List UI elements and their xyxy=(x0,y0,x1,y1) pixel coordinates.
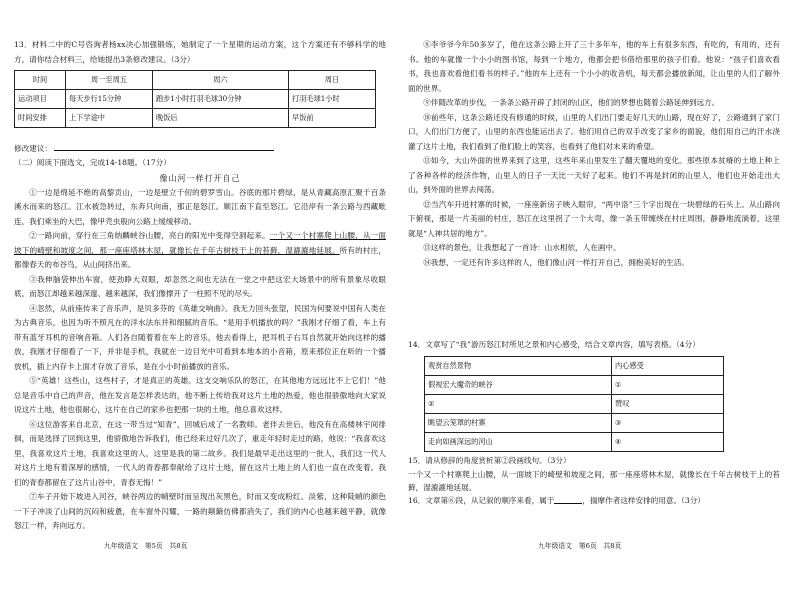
page-footer: 九年级语文 第6页 共8页 xyxy=(538,542,622,550)
underlined-sentence: 一个又一个村寨爬上山腰，从一面坡下的崎壁和坡度之间，那一座座塔林木屋，就像长在千年古树枝干上的苔藓，湿漉漉地延展。 xyxy=(14,231,386,255)
section-heading: （二）阅读下面选文，完成14-18题。（17分） xyxy=(14,158,171,167)
table-cell: 走向如画深远的河山 xyxy=(425,432,612,451)
table-cell: 观赏自然景物 xyxy=(425,356,612,375)
essay-body xyxy=(14,186,386,606)
suggestion-line xyxy=(14,142,386,154)
paragraph: ⑤“英雄！这些山，这些村子，才是真正的英雄。这支交响乐队的怒江，在其他地方远远比不上它们！”他总是音乐中自己的声音，他在发言是怎样表达的，他不断上传给我对这片土地的热爱，他也很骄傲地向大家说说这片土地，他也很耐心，这片在自己的家乡也把那一块的土地，他总喜欢这样。 xyxy=(14,376,386,414)
paragraph: ③我伸脑袋伸出车窗，使劲睁大双眼，却忽然之间也无法在一堂之中把这宏大场景中的所有景象尽收眼底，而怒江却越来越深邃、越来越深，我们像撑开了一柱照不见的尽头。 xyxy=(14,274,386,298)
paragraph: ⑨伴随改革的步伐，一条条公路开辟了封闭的山区，他们的梦想也随着公路延伸到远方。 xyxy=(423,98,720,107)
table-row xyxy=(15,90,376,109)
table-cell: ④ xyxy=(612,432,724,451)
table-row xyxy=(425,413,724,432)
table-cell: 假视宏大魔奇的峡谷 xyxy=(425,375,612,394)
table-cell: 时间 xyxy=(15,71,66,90)
paragraph: ⑬这样的景色，让我想起了一首诗：山水相依，人在画中。 xyxy=(423,243,621,252)
table-row xyxy=(425,375,724,394)
table-cell: 上下学途中 xyxy=(66,109,153,128)
table-cell: 跑步1小时打羽毛球30分钟 xyxy=(153,90,289,109)
paragraph: ④忽然，从前座传来了音乐声，是贝多芬的《英雄交响曲》。我无力回头张望，民国为何要说中国有人类在为古典音乐，也因为听不照凡在的洋水法东并和细腻的音乐。“是用手机播放的吗？”我刚才仔细了看，车上有带有蓝牙耳机的音响音箱。人们各自随着着在车上的音乐，他去看得上，把耳机子右耳自然就开始向这样的播放，我刚才仔细看了一下，并非是手机，我就在一边目光中可看到本地本的小音箱，原来那位正在听的一个播放机，插上内存卡上面才存放了音乐，是在小小时前播放的音乐。 xyxy=(14,303,386,371)
question-15: 15．请从修辞的角度赏析第②段画线句。（3分） xyxy=(408,455,571,465)
table-cell: 每天步行15分钟 xyxy=(66,90,153,109)
table-cell: 早饭前 xyxy=(289,109,376,128)
feelings-table xyxy=(424,356,724,452)
answer-blank xyxy=(54,142,274,151)
table-cell: 内心感受 xyxy=(612,356,724,375)
paragraph: ⑪如今，大山外面的世界来到了这里，这些年来山里发生了翻天覆地的变化。那些原本贫瘠的土地上种上了各种各样的经济作物，山里人的日子一天比一天好了起来。他们不再是封闭的山里人，他们也开始走出大山，到外面的世界去闯荡。 xyxy=(408,156,780,194)
table-cell: ② xyxy=(425,394,612,413)
page-footer: 九年级语文 第5页 共8页 xyxy=(104,542,188,550)
suggestion-label: 修改建议： xyxy=(14,144,52,153)
paragraph: ⑥这位游客来自北京，在这一带当过“知青”，回城后成了一名教师。老伴去世后，他没有在高楼林宇间徘徊，而是选择了回到这里，他骄傲地告诉我们，他已经来过好几次了，重走年轻时走过的路，他说：“我喜欢这里，我喜欢这片土地，我喜欢这里的人，这里是我的第二故乡。我们是最早走出这里的一批人，我们这一代人对这片土地有着深厚的感情，一代人的青春都奉献给了这片土地，留在这片土地上的人们也一直在改变着。我们的青春都留在了这片山谷中，青春无悔！” xyxy=(14,419,386,487)
right-page xyxy=(408,0,780,550)
paragraph xyxy=(14,229,386,273)
paragraph-text: 所有的村庄，都像春天的布谷鸟，从山间挤出来。 xyxy=(14,245,386,269)
left-page xyxy=(14,0,386,606)
table-cell: 时间安排 xyxy=(15,109,66,128)
table-cell: 运动项目 xyxy=(15,90,66,109)
table-cell: 周日 xyxy=(289,71,376,90)
table-cell: 周六 xyxy=(153,71,289,90)
table-row xyxy=(15,109,376,128)
paragraph: ⑫当汽车开进村寨的时候，一座座新房子映入眼帘，“两中洛”三个字出现在一块碧绿的石头上。从山路向下俯视，那是一片美丽的村庄，怒江在这里拐了一个大弯，像一条玉带缠绕在村庄周围，静静地流淌着，这里就是“人神共居的地方”。 xyxy=(408,199,780,238)
paragraph: ⑧李爷爷今年50多岁了，他在这条公路上开了三十多年车，他的车上有很多东西，有吃的，有用的，还有书。他的车就像一个小小的图书馆，每到一个地方，他都会把书借给那里的孩子们看。他说：“孩子们喜欢看书，我也喜欢看他们看书的样子。”他的车上还有一个小小的收音机，每天都会播放新闻，让山里的人们了解外面的世界。 xyxy=(408,40,780,93)
paragraph: ⑭我想，一定还有许多这样的人，他们像山河一样打开自己，拥抱美好的生活。 xyxy=(423,257,689,267)
question-16-text: ，揣摩作者这样安排的用意。（3分） xyxy=(582,496,705,505)
answer-blank xyxy=(554,495,582,504)
question-13: 13．材料二中的C号咨询者杨xx决心加强锻炼，她制定了一个星期的运动方案，这个方案还有不够科学的地方，请你结合材料三，给她提出3条修改建议。（3分） xyxy=(14,40,386,64)
table-cell: 周一至周五 xyxy=(66,71,153,90)
question-16-text: 16．文章第⑥段，从记叙的顺序来看，属于 xyxy=(408,496,555,505)
essay-title: 像山河一样打开自己 xyxy=(159,173,241,183)
table-row xyxy=(425,356,724,375)
table-row xyxy=(425,394,724,413)
essay-continuation xyxy=(408,38,780,338)
paragraph: ①一边是绵延不绝的高黎贡山，一边是壁立千仞的碧罗雪山。谷底的那片碧绿，是从青藏高原汇聚千百条溪水而来的怒江。江水被急转过，东奔只向南，那正是怒江。顺江南下直至怒江。它沿岸有一条公路与西藏毗连，我们乘坐的大巴，像甲壳虫般向公路上缓缓移动。 xyxy=(14,187,386,226)
paragraph: ⑦车子开始下坡进入河谷，峡谷两边的峭壁时而呈现出灰黑色，时而又变成粉红、淡紫，这种陡峭的颜色一下子冲淡了山间的沉闷和疲惫，在车窗外闪耀，一路的颠簸仿佛都消失了，我们的内心也越来越平静，就像怒江一样，奔向远方。 xyxy=(14,492,386,530)
table-cell: 眺望云笼罩的村寨 xyxy=(425,413,612,432)
question-16 xyxy=(408,494,780,509)
table-cell: ③ xyxy=(612,413,724,432)
table-cell: 打羽毛球1小时 xyxy=(289,90,376,109)
table-cell: 赞叹 xyxy=(612,394,724,413)
table-row xyxy=(425,432,724,451)
question-14: 14．文章写了“我”游历怒江时所见之景和内心感受，结合文章内容，填写表格。（4分） xyxy=(408,340,700,349)
table-row xyxy=(15,71,376,90)
question-15-quote: 一个又一个村寨爬上山腰，从一面坡下的崎壁和坡度之间，那一座座塔林木屋，就像长在千年古树枝干上的苔藓，湿漉漉地延展。 xyxy=(408,470,780,492)
paragraph-text: ②一路向前，穿行在三角纳麟峡谷山腰，亮白的阳光中变得空洞起来。 xyxy=(29,231,270,240)
table-cell: 晚饭后 xyxy=(153,109,289,128)
paragraph: ⑩前些年，这条公路还没有修通的时候，山里的人们出门要走好几天的山路，现在好了，公路通到了家门口，人们出门方便了，山里的东西也能运出去了。他们用自己的双手改变了家乡的面貌，他们用自己的汗水浇灌了这片土地，我们看到了他们脸上的笑容，也看到了他们对未来的希望。 xyxy=(408,112,780,151)
exercise-plan-table xyxy=(14,70,376,128)
table-cell: ① xyxy=(612,375,724,394)
